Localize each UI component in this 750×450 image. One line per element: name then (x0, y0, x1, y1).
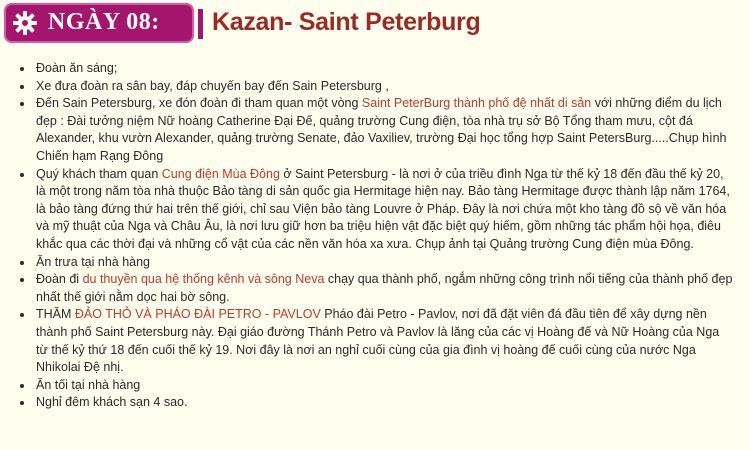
title-accent-bar (198, 9, 203, 39)
day-badge (4, 3, 194, 43)
list-item (34, 60, 734, 78)
item-text: với những điểm du lịch đẹp : Đài tưởng niệm Nữ hoàng Catherine Đại Đế, quảng trường Cung điện, tòa nhà trụ sở Bộ Tổng tham mưu, cột đá Alexander, khu vườn Alexander, quảng trường Senate, đảo Vaxiliev, trường Đại học tổng hợp Saint PetersBurg.....Chụp hình Chiến hạm Rạng Đông (36, 96, 727, 163)
list-item (34, 394, 734, 412)
highlight-text: du thuyền qua hệ thống kênh và sông Neva (82, 272, 325, 287)
gear-icon (12, 10, 38, 36)
item-text: Ăn trưa tại nhà hàng (36, 254, 151, 269)
route-title-block (198, 5, 498, 41)
list-item (34, 377, 734, 395)
highlight-text: ĐẢO THỎ VÀ PHÁO ĐÀI PETRO - PAVLOV (74, 307, 321, 322)
item-text: ở Saint Petersburg - là nơi ở của triều đình Nga từ thế kỷ 18 đến đầu thế kỷ 20, là một trong năm tòa nhà thuộc Bảo tàng di sản quốc gia Hermitage hiện nay. Bảo tàng Hermitage được thành lập năm 1764, là bảo tàng đứng thứ hai trên thế giới, chỉ sau Viện bảo tàng Louvre ở Pháp. Đây là nơi chứa một kho tàng đồ sộ về văn hóa và mỹ thuật của Nga và Châu Âu, là nơi lưu giữ hơn ba triệu hiện vật đặc biệt quý hiếm, gồm những tác phẩm hội họa, điêu khắc qua các thời đại và những cổ vật của các nền văn hóa xa xưa. Chụp ảnh tại Quảng trường Cung điện mùa Đông. (36, 166, 730, 251)
item-text: Đoàn đi (36, 272, 83, 287)
item-text: Quý khách tham quan (36, 166, 162, 181)
list-item (34, 166, 734, 254)
itinerary-content (20, 60, 734, 412)
list-item (34, 306, 734, 376)
list-item (34, 78, 734, 96)
highlight-text: Cung điện Mùa Đông (161, 166, 280, 181)
day-header (0, 0, 750, 48)
item-text: Đến Sain Petersburg, xe đón đoàn đi tham quan một vòng (36, 96, 362, 111)
item-text: Đoàn ăn sáng; (36, 61, 118, 75)
item-text: Nghỉ đêm khách sạn 4 sao. (36, 395, 188, 410)
route-title: Kazan- Saint Peterburg (212, 8, 481, 36)
item-text: Ăn tối tại nhà hàng (36, 377, 141, 392)
list-item (34, 95, 734, 165)
day-label: NGÀY 08: (48, 9, 160, 35)
highlight-text: Saint PeterBurg thành phố đệ nhất di sản (361, 96, 592, 111)
item-text: Xe đưa đoàn ra sân bay, đáp chuyến bay đến Sain Petersburg , (36, 78, 389, 93)
list-item (34, 254, 734, 272)
itinerary-list (20, 60, 734, 412)
item-text: THĂM (36, 307, 75, 322)
item-text: chạy qua thành phố, ngắm những công trình nổi tiếng của thành phố đẹp nhất thế giới nằm dọc hai bờ sông. (36, 272, 733, 304)
item-text: Pháo đài Petro - Pavlov, nơi đã đặt viên đá đầu tiên để xây dựng nền thành phố Saint Petersburg này. Đại giáo đường Thánh Petro và Pavlov là lăng của các vị Hoàng đế và Nữ Hoàng của Nga từ thế kỷ thứ 18 đến cuối thế kỷ 19. Nơi đây là nơi an nghỉ cuối cùng của gia đình vị hoàng đế cuối cùng của nước Nga Nhikolai Đệ nhị. (36, 307, 720, 375)
list-item (34, 271, 734, 306)
